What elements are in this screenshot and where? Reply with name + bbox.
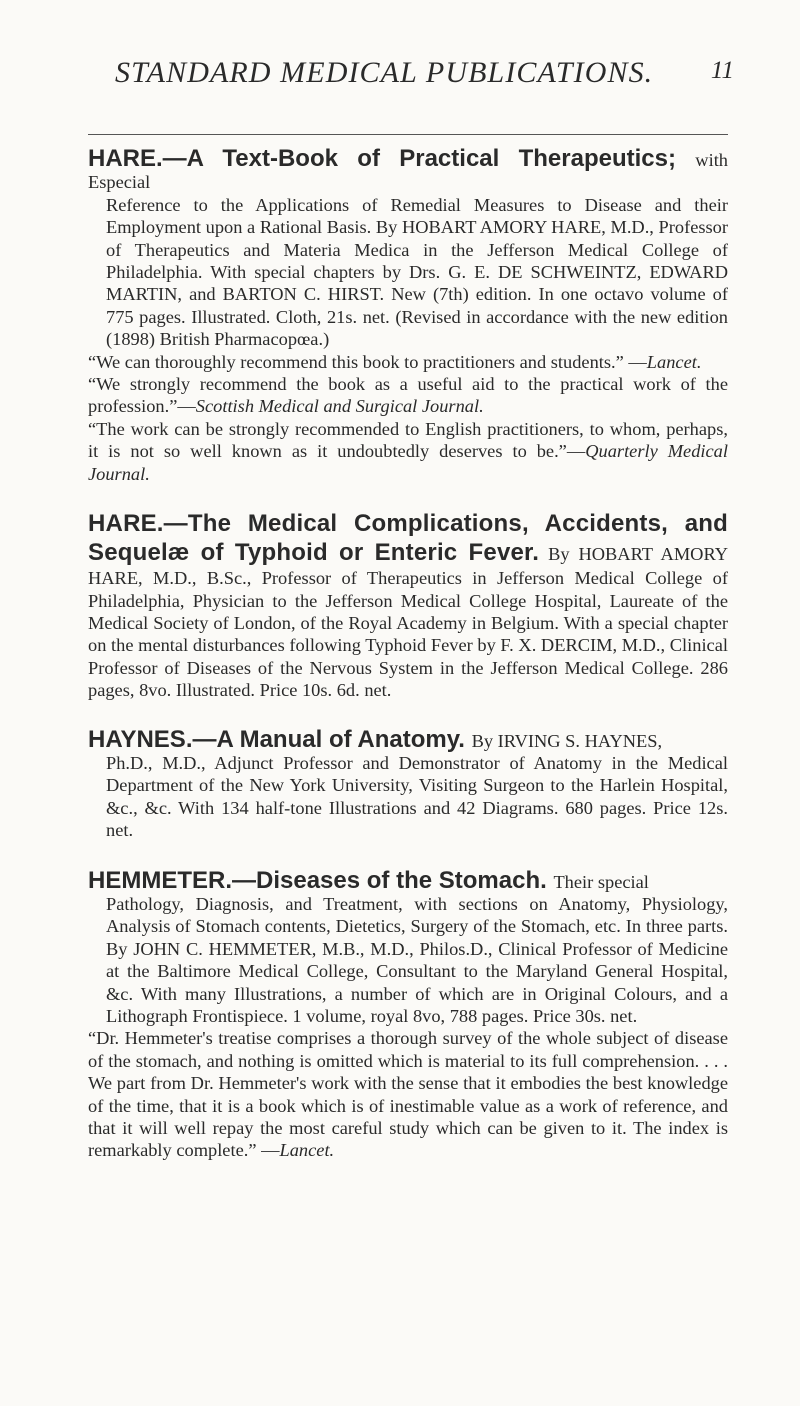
quote-text: “The work can be strongly recommended to English practitioners, to whom, perhaps, it is not so well known as it undoubtedly deserves to be.”— <box>88 418 728 462</box>
quote <box>88 351 728 373</box>
quote-source: Quarterly Medical Journal. <box>88 441 728 484</box>
page <box>88 0 734 1162</box>
entry-title: —A Manual of Anatomy. <box>192 725 465 753</box>
quote-text: “We can thoroughly recommend this book to practitioners and students.” — <box>88 351 647 372</box>
entry-hare-therapeutics <box>88 145 728 485</box>
entry-headword: HEMMETER. <box>88 866 232 894</box>
quote-source: Scottish Medical and Surgical Journal. <box>195 396 484 417</box>
quote <box>88 418 728 485</box>
entry-title: —A Text-Book of Practical Therapeutics; <box>162 145 676 172</box>
entry-headword: HARE. <box>88 145 163 172</box>
entry-hemmeter-stomach <box>88 866 728 1162</box>
entry-body: Pathology, Diagnosis, and Treatment, with sections on Anatomy, Physiology, Analysis of Stomach contents, Dietetics, Surgery of the Stomach, etc. In three parts. By JOHN C. HEMMETER, M.B., M.D., Philos.D., Clinical Professor of Medicine at the Baltimore Medical College, Consultant to the Maryland General Hospital, &c. With many Illustrations, a number of which are in Original Colours, and a Lithograph Frontispiece. 1 volume, royal 8vo, 788 pages. Price 30s. net. <box>106 893 728 1026</box>
quote-source: Lancet. <box>646 351 702 372</box>
entry-body: By HOBART AMORY HARE, M.D., B.Sc., Professor of Therapeutics in Jefferson Medical College of Philadelphia, Physician to the Jefferson Medical College Hospital, Laureate of the Medical Society of London, of the Royal Academy in Belgium. With a special chapter on the mental disturbances following Typhoid Fever by F. X. DERCIM, M.D., Clinical Professor of Diseases of the Nervous System in the Jefferson Medical College. 286 pages, 8vo. Illustrated. Price 10s. 6d. net. <box>88 544 728 701</box>
entry-title: —The Medical Complications, Accidents, and Sequelæ of Typhoid or Enteric Fever. <box>88 510 728 567</box>
entry-body: Reference to the Applications of Remedial Measures to Disease and their Employment upon a Rational Basis. By HOBART AMORY HARE, M.D., Professor of Therapeutics and Materia Medica in the Jefferson Medical College of Philadelphia. With special chapters by Drs. G. E. DE SCHWEINTZ, EDWARD MARTIN, and BARTON C. HIRST. New (7th) edition. In one octavo volume of 775 pages. Illustrated. Cloth, 21s. net. (Revised in accordance with the new edition (1898) British Pharmacopœa.) <box>106 194 728 350</box>
running-title: STANDARD MEDICAL PUBLICATIONS. <box>115 56 654 89</box>
quote-source: Lancet. <box>279 1140 335 1161</box>
entry-haynes-anatomy <box>88 725 728 842</box>
quote <box>88 1027 728 1161</box>
entry-title-tail: By IRVING S. HAYNES, <box>471 730 663 751</box>
running-head <box>88 56 734 114</box>
entry-title-tail: Their special <box>553 871 649 892</box>
entry-title: —Diseases of the Stomach. <box>232 866 547 894</box>
quote-text: “Dr. Hemmeter's treatise comprises a thorough survey of the whole subject of disease of the stomach, and nothing is omitted which is material to its full comprehension. . . . We part from Dr. Hemmeter's work with the sense that it embodies the best knowledge of the time, that it is a book which is of inestimable value as a work of reference, and that it will well repay the most careful study which can be given to it. The index is remarkably complete.” — <box>88 1028 728 1161</box>
quote <box>88 373 728 418</box>
entry-headword: HARE. <box>88 510 164 538</box>
entry-hare-typhoid <box>88 509 728 701</box>
entry-title-tail: with Especial <box>88 150 728 193</box>
quote-text: “We strongly recommend the book as a useful aid to the practical work of the profession.”— <box>88 374 728 417</box>
entry-body: Ph.D., M.D., Adjunct Professor and Demonstrator of Anatomy in the Medical Department of the New York University, Visiting Surgeon to the Harlein Hospital, &c., &c. With 134 half-tone Illustrations and 42 Diagrams. 680 pages. Price 12s. net. <box>106 752 728 841</box>
entry-headword: HAYNES. <box>88 725 193 753</box>
page-number: 11 <box>710 57 734 84</box>
